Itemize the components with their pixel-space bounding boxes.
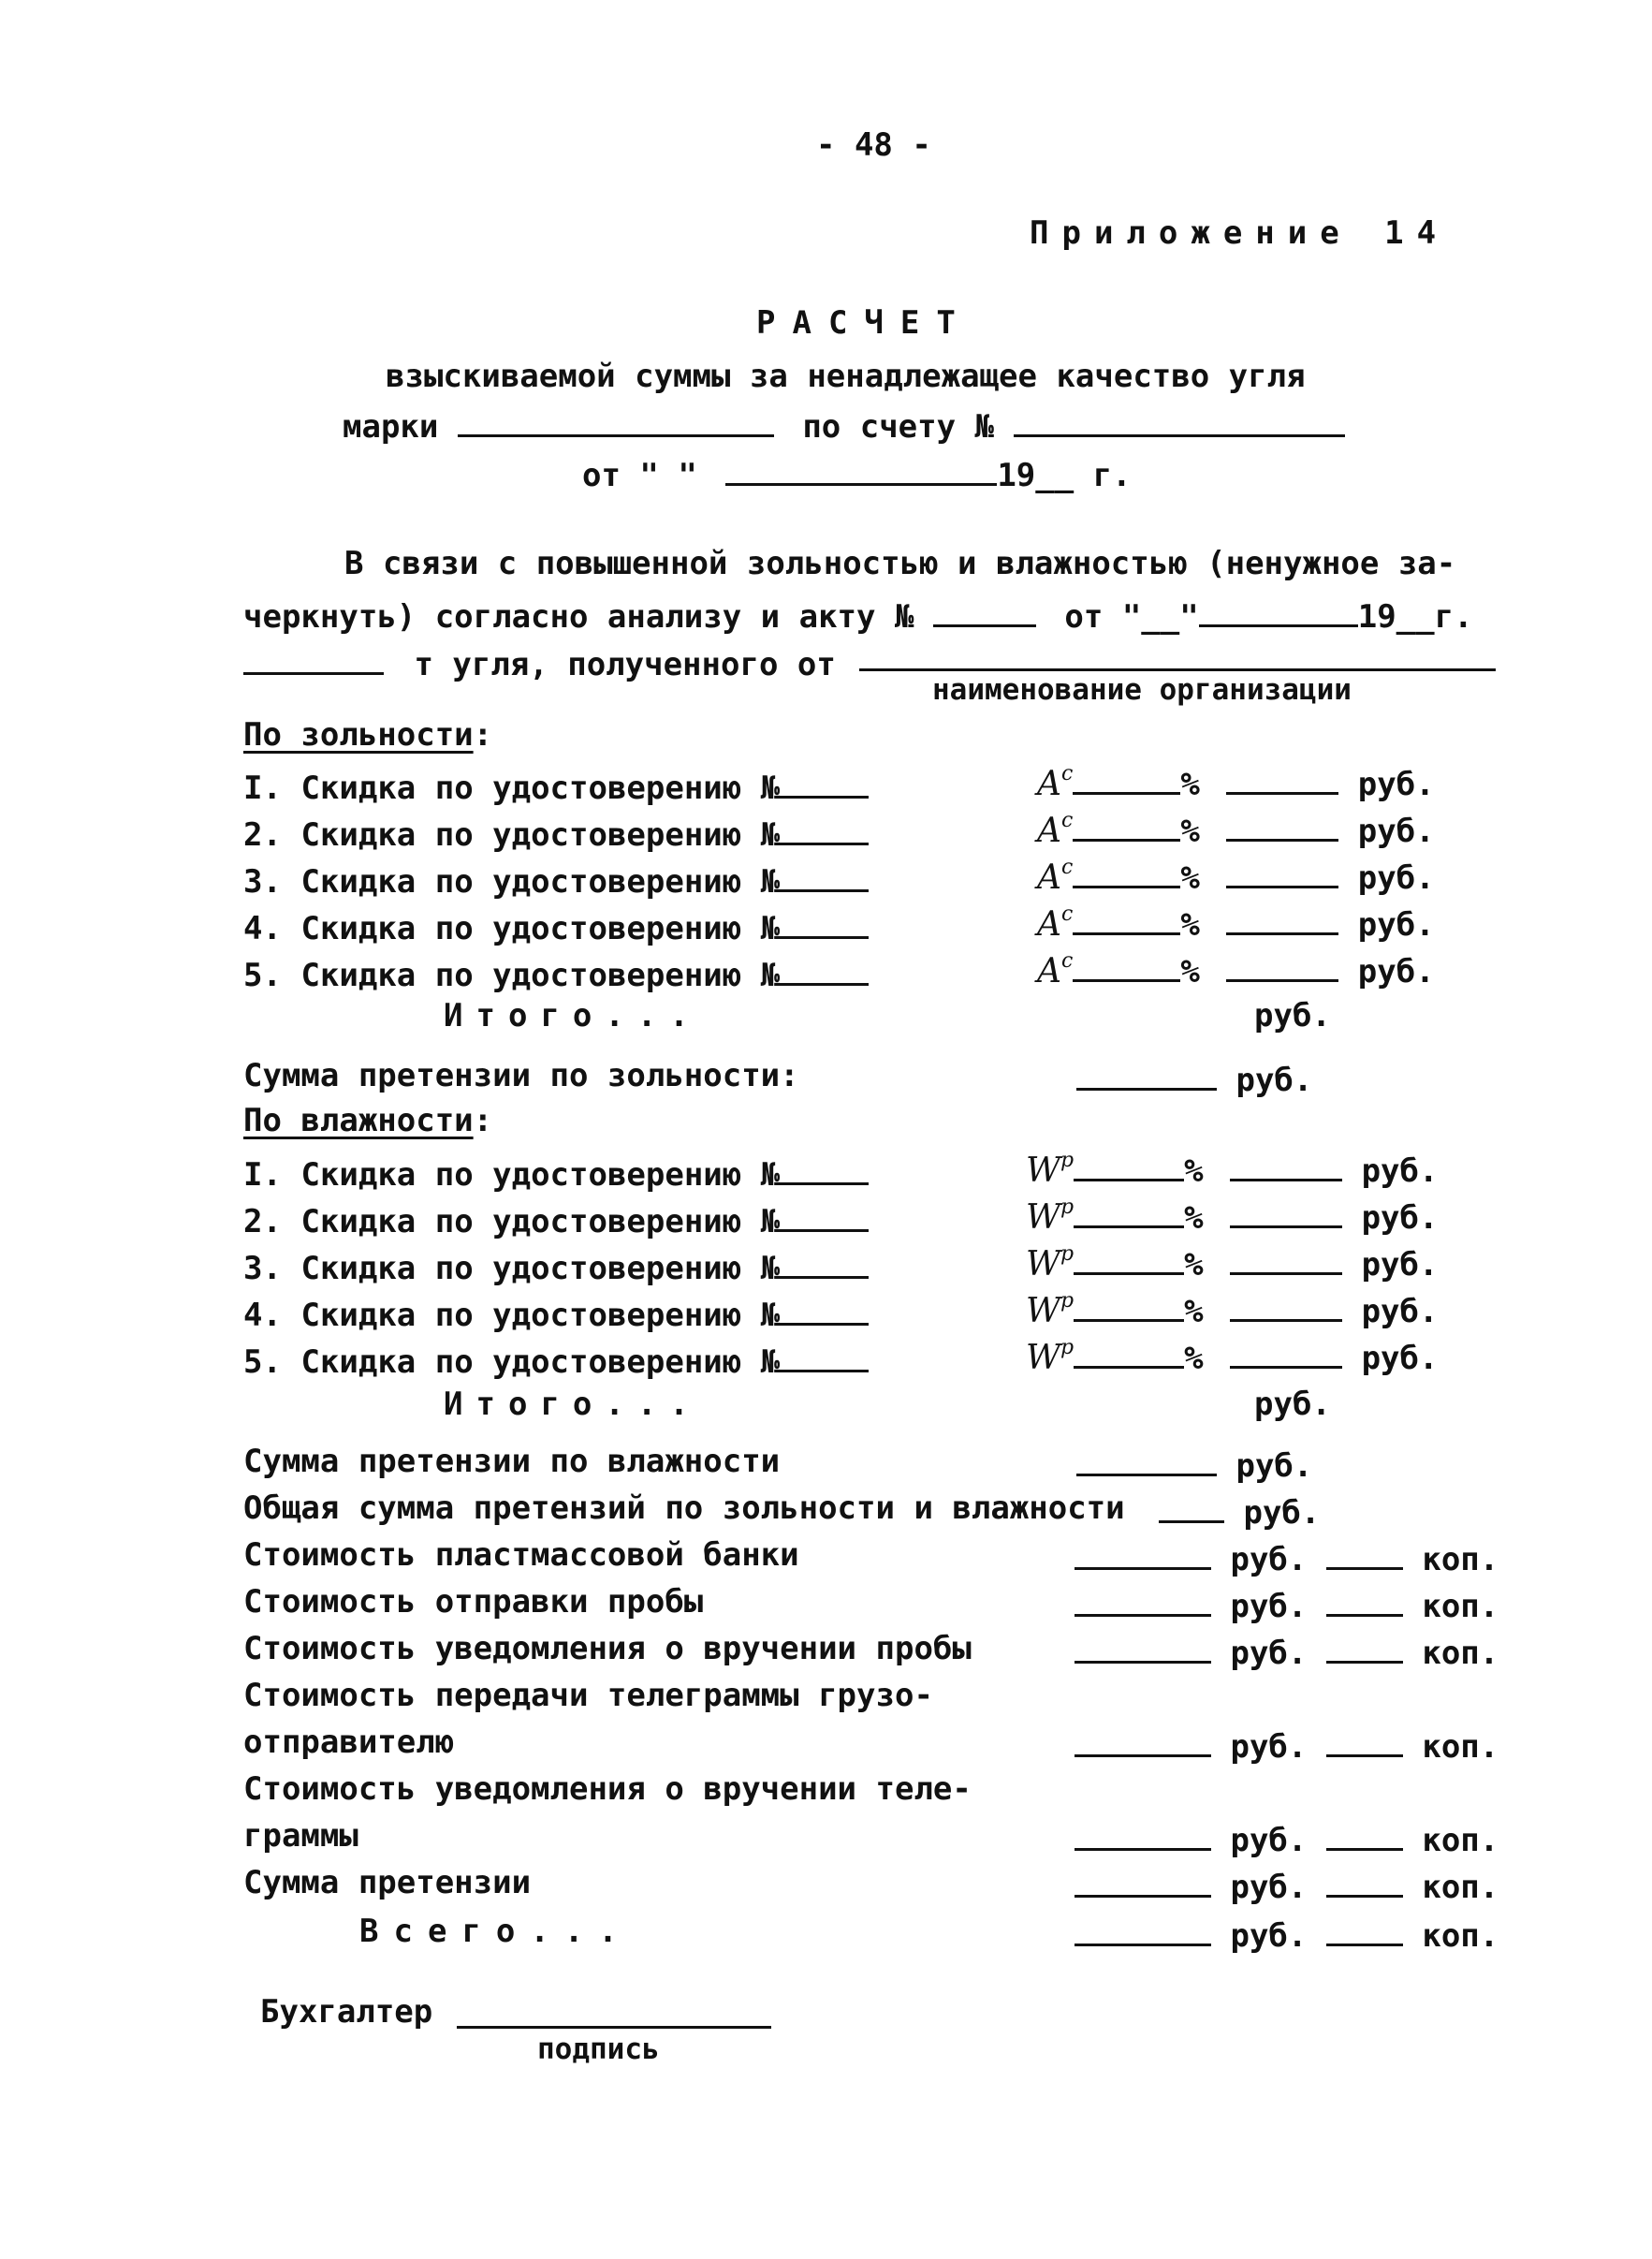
ash-item-num: 4. bbox=[243, 910, 282, 947]
moisture-cert-field[interactable] bbox=[780, 1342, 869, 1372]
date-line bbox=[582, 455, 1132, 494]
moisture-item-5 bbox=[243, 1342, 869, 1381]
kop-label: коп. bbox=[1422, 1728, 1499, 1766]
percent-sign: % bbox=[1184, 1293, 1204, 1330]
moisture-symbol-sup: p bbox=[1060, 1196, 1075, 1219]
telegram-notice-label-1: Стоимость уведомления о вручении теле- bbox=[243, 1770, 972, 1808]
moisture-item-2 bbox=[243, 1201, 869, 1238]
act-number-field[interactable] bbox=[933, 596, 1036, 627]
percent-sign: % bbox=[1180, 859, 1200, 897]
tonnage-field[interactable] bbox=[243, 644, 384, 675]
percent-sign: % bbox=[1184, 1152, 1204, 1190]
ash-heading-colon: : bbox=[473, 716, 493, 754]
ash-cert-field[interactable] bbox=[780, 814, 869, 845]
moisture-value-1 bbox=[1026, 1151, 1438, 1188]
moisture-cert-field[interactable] bbox=[780, 1248, 869, 1279]
moisture-symbol: W bbox=[1026, 1292, 1061, 1330]
moisture-claim-label: Сумма претензии по влажности bbox=[243, 1443, 781, 1480]
sample-notice-value bbox=[1075, 1633, 1499, 1672]
sample-send-rub-field[interactable] bbox=[1075, 1586, 1211, 1617]
claim-sum-value bbox=[1075, 1867, 1499, 1906]
ash-percent-field[interactable] bbox=[1073, 951, 1180, 982]
moisture-item-num: 3. bbox=[243, 1250, 282, 1287]
rub-label: руб. bbox=[1357, 766, 1435, 803]
moisture-value-5 bbox=[1026, 1338, 1438, 1375]
ash-item-1 bbox=[243, 768, 869, 807]
claim-sum-kop-field[interactable] bbox=[1326, 1867, 1403, 1898]
date-from-label: от " " bbox=[582, 457, 697, 494]
brand-label: марки bbox=[343, 408, 439, 446]
percent-sign: % bbox=[1180, 906, 1200, 944]
document-subtitle: взыскиваемой суммы за ненадлежащее качество угля bbox=[386, 358, 1306, 395]
percent-sign: % bbox=[1180, 766, 1200, 803]
general-claim-label: Общая сумма претензий по зольности и влажности bbox=[243, 1489, 1125, 1527]
ash-total-label: Итого... bbox=[444, 997, 702, 1034]
ash-value-4 bbox=[1037, 904, 1435, 942]
moisture-symbol: W bbox=[1026, 1339, 1061, 1377]
moisture-percent-field[interactable] bbox=[1074, 1338, 1184, 1369]
moisture-item-text: Скидка по удостоверению № bbox=[300, 1297, 781, 1334]
telegram-notice-kop-field[interactable] bbox=[1326, 1820, 1403, 1851]
rub-label: руб. bbox=[1361, 1340, 1439, 1377]
moisture-item-num: I. bbox=[243, 1156, 282, 1194]
invoice-field[interactable] bbox=[1014, 406, 1345, 437]
rub-label: руб. bbox=[1235, 1447, 1313, 1485]
ash-amount-field[interactable] bbox=[1226, 904, 1338, 935]
ash-item-5 bbox=[243, 955, 869, 994]
moisture-symbol-sup: p bbox=[1060, 1242, 1075, 1266]
ash-percent-field[interactable] bbox=[1073, 811, 1180, 842]
sample-send-value bbox=[1075, 1586, 1499, 1625]
moisture-symbol-sup: p bbox=[1060, 1289, 1075, 1313]
ash-symbol-sup: c bbox=[1061, 809, 1074, 832]
brand-line bbox=[343, 406, 1345, 446]
moisture-percent-field[interactable] bbox=[1074, 1151, 1184, 1181]
ash-symbol: A bbox=[1037, 812, 1061, 850]
intro-line-1: В связи с повышенной зольностью и влажностью (ненужное за- bbox=[344, 545, 1456, 582]
ash-percent-field[interactable] bbox=[1073, 904, 1180, 935]
rub-label: руб. bbox=[1230, 1917, 1308, 1955]
ash-symbol: A bbox=[1037, 952, 1061, 990]
grand-total-kop-field[interactable] bbox=[1326, 1915, 1403, 1946]
ash-item-2 bbox=[243, 814, 869, 854]
ash-item-text: Скидка по удостоверению № bbox=[300, 910, 781, 947]
ash-percent-field[interactable] bbox=[1073, 764, 1180, 795]
ash-symbol: A bbox=[1037, 765, 1061, 803]
rub-label: руб. bbox=[1230, 1728, 1308, 1766]
claim-sum-rub-field[interactable] bbox=[1075, 1867, 1211, 1898]
rub-label: руб. bbox=[1361, 1246, 1439, 1284]
moisture-symbol-sup: p bbox=[1060, 1149, 1075, 1172]
kop-label: коп. bbox=[1422, 1588, 1499, 1625]
jar-kop-field[interactable] bbox=[1326, 1539, 1403, 1570]
ash-total-rub: руб. bbox=[1254, 997, 1331, 1034]
year-suffix: 19__ г. bbox=[997, 457, 1132, 494]
ash-heading bbox=[243, 716, 493, 754]
moisture-item-4 bbox=[243, 1295, 869, 1334]
telegram-notice-rub-field[interactable] bbox=[1075, 1820, 1211, 1851]
moisture-item-num: 4. bbox=[243, 1297, 282, 1334]
ash-item-text: Скидка по удостоверению № bbox=[300, 770, 781, 807]
ash-claim-label: Сумма претензии по зольности: bbox=[243, 1057, 799, 1094]
ash-cert-field[interactable] bbox=[780, 908, 869, 939]
moisture-claim-value bbox=[1076, 1445, 1313, 1485]
ash-item-num: 2. bbox=[243, 816, 282, 854]
jar-cost-value bbox=[1075, 1539, 1498, 1576]
moisture-total-label: Итого... bbox=[444, 1386, 702, 1423]
percent-sign: % bbox=[1184, 1199, 1204, 1237]
telegram-notice-value bbox=[1075, 1820, 1499, 1859]
organization-field[interactable] bbox=[859, 668, 1496, 671]
moisture-percent-field[interactable] bbox=[1074, 1244, 1184, 1275]
moisture-value-3 bbox=[1026, 1244, 1438, 1282]
rub-label: руб. bbox=[1235, 1062, 1313, 1099]
ash-item-text: Скидка по удостоверению № bbox=[300, 957, 781, 994]
moisture-symbol: W bbox=[1026, 1198, 1061, 1237]
sample-send-kop-field[interactable] bbox=[1326, 1586, 1403, 1617]
kop-label: коп. bbox=[1422, 1541, 1499, 1578]
moisture-cert-field[interactable] bbox=[780, 1201, 869, 1232]
ash-item-4 bbox=[243, 908, 869, 945]
ash-value-3 bbox=[1037, 858, 1435, 895]
intro-line-2 bbox=[243, 596, 1473, 636]
claim-sum-label: Сумма претензии bbox=[243, 1864, 532, 1901]
page-number: - 48 - bbox=[816, 126, 931, 164]
intro-line-2-text: черкнуть) согласно анализу и акту № bbox=[243, 598, 914, 636]
ash-cert-field[interactable] bbox=[780, 861, 869, 892]
moisture-item-3 bbox=[243, 1248, 869, 1287]
grand-total-label: Всего... bbox=[359, 1913, 633, 1950]
ash-value-5 bbox=[1037, 951, 1435, 989]
rub-label: руб. bbox=[1243, 1494, 1321, 1532]
kop-label: коп. bbox=[1422, 1917, 1499, 1955]
moisture-item-text: Скидка по удостоверению № bbox=[300, 1203, 781, 1240]
percent-sign: % bbox=[1180, 813, 1200, 850]
ash-cert-field[interactable] bbox=[780, 955, 869, 986]
moisture-item-num: 5. bbox=[243, 1343, 282, 1381]
telegram-value bbox=[1075, 1726, 1499, 1766]
kop-label: коп. bbox=[1422, 1869, 1499, 1906]
ash-item-3 bbox=[243, 861, 869, 901]
moisture-percent-field[interactable] bbox=[1074, 1291, 1184, 1322]
moisture-amount-field[interactable] bbox=[1230, 1244, 1342, 1275]
ash-symbol-sup: c bbox=[1061, 949, 1074, 973]
rub-label: руб. bbox=[1361, 1199, 1439, 1237]
intro-date-label: от "__" bbox=[1064, 598, 1199, 636]
telegram-notice-label-2: граммы bbox=[243, 1817, 358, 1855]
signature-caption: подпись bbox=[537, 2032, 660, 2066]
moisture-amount-field[interactable] bbox=[1230, 1291, 1342, 1322]
ash-value-1 bbox=[1037, 764, 1435, 801]
telegram-kop-field[interactable] bbox=[1326, 1726, 1403, 1757]
percent-sign: % bbox=[1184, 1340, 1204, 1377]
moisture-heading bbox=[243, 1102, 493, 1139]
grand-total-value bbox=[1075, 1915, 1499, 1955]
telegram-label-2: отправителю bbox=[243, 1724, 455, 1761]
ash-amount-field[interactable] bbox=[1226, 811, 1338, 842]
kop-label: коп. bbox=[1422, 1635, 1499, 1672]
moisture-amount-field[interactable] bbox=[1230, 1197, 1342, 1228]
intro-line-3 bbox=[243, 644, 836, 681]
signature-field[interactable] bbox=[457, 2026, 771, 2029]
invoice-label: по счету № bbox=[802, 408, 995, 446]
ash-amount-field[interactable] bbox=[1226, 858, 1338, 888]
ash-heading-text: По зольности bbox=[243, 716, 474, 754]
moisture-item-text: Скидка по удостоверению № bbox=[300, 1343, 781, 1381]
brand-field[interactable] bbox=[458, 406, 774, 437]
rub-label: руб. bbox=[1357, 906, 1435, 944]
rub-label: руб. bbox=[1230, 1869, 1308, 1906]
ash-symbol-sup: c bbox=[1061, 856, 1074, 879]
kop-label: коп. bbox=[1422, 1822, 1499, 1859]
ash-percent-field[interactable] bbox=[1073, 858, 1180, 888]
ash-value-2 bbox=[1037, 811, 1435, 848]
percent-sign: % bbox=[1184, 1246, 1204, 1284]
general-claim-value bbox=[1159, 1492, 1321, 1532]
general-claim-field[interactable] bbox=[1159, 1492, 1224, 1523]
moisture-symbol-sup: p bbox=[1060, 1336, 1075, 1359]
ash-item-num: 3. bbox=[243, 863, 282, 901]
rub-label: руб. bbox=[1361, 1293, 1439, 1330]
rub-label: руб. bbox=[1357, 859, 1435, 897]
rub-label: руб. bbox=[1230, 1588, 1308, 1625]
jar-rub-field[interactable] bbox=[1075, 1539, 1211, 1570]
moisture-value-2 bbox=[1026, 1197, 1438, 1235]
rub-label: руб. bbox=[1357, 953, 1435, 990]
moisture-cert-field[interactable] bbox=[780, 1154, 869, 1185]
ash-amount-field[interactable] bbox=[1226, 951, 1338, 982]
ash-symbol-sup: c bbox=[1061, 762, 1074, 785]
moisture-item-text: Скидка по удостоверению № bbox=[300, 1156, 781, 1194]
ash-claim-field[interactable] bbox=[1076, 1060, 1217, 1091]
intro-line-3-text: т угля, полученного от bbox=[414, 646, 836, 683]
rub-label: руб. bbox=[1361, 1152, 1439, 1190]
ash-symbol: A bbox=[1037, 905, 1061, 944]
moisture-claim-field[interactable] bbox=[1076, 1445, 1217, 1476]
moisture-heading-text: По влажности bbox=[243, 1102, 474, 1139]
telegram-label-1: Стоимость передачи телеграммы грузо- bbox=[243, 1677, 933, 1714]
ash-symbol: A bbox=[1037, 858, 1061, 897]
rub-label: руб. bbox=[1230, 1635, 1308, 1672]
ash-claim-value bbox=[1076, 1060, 1313, 1099]
appendix-label: Приложение 14 bbox=[1030, 214, 1450, 252]
sample-send-label: Стоимость отправки пробы bbox=[243, 1583, 704, 1621]
ash-amount-field[interactable] bbox=[1226, 764, 1338, 795]
moisture-symbol: W bbox=[1026, 1245, 1061, 1284]
ash-item-text: Скидка по удостоверению № bbox=[300, 816, 781, 854]
date-field[interactable] bbox=[725, 455, 997, 486]
telegram-rub-field[interactable] bbox=[1075, 1726, 1211, 1757]
sample-notice-kop-field[interactable] bbox=[1326, 1633, 1403, 1664]
organization-caption: наименование организации bbox=[932, 673, 1352, 707]
act-date-field[interactable] bbox=[1199, 596, 1358, 627]
moisture-amount-field[interactable] bbox=[1230, 1338, 1342, 1369]
sample-notice-label: Стоимость уведомления о вручении пробы bbox=[243, 1630, 972, 1667]
document-title: РАСЧЕТ bbox=[756, 304, 972, 342]
moisture-total-rub: руб. bbox=[1254, 1386, 1331, 1423]
moisture-heading-colon: : bbox=[473, 1102, 493, 1139]
percent-sign: % bbox=[1180, 953, 1200, 990]
rub-label: руб. bbox=[1230, 1541, 1308, 1578]
ash-item-text: Скидка по удостоверению № bbox=[300, 863, 781, 901]
rub-label: руб. bbox=[1357, 813, 1435, 850]
ash-cert-field[interactable] bbox=[780, 768, 869, 799]
ash-item-num: I. bbox=[243, 770, 282, 807]
jar-cost-label: Стоимость пластмассовой банки bbox=[243, 1536, 799, 1574]
ash-symbol-sup: c bbox=[1061, 902, 1074, 926]
intro-year: 19__г. bbox=[1357, 598, 1473, 636]
moisture-item-1 bbox=[243, 1154, 869, 1194]
moisture-amount-field[interactable] bbox=[1230, 1151, 1342, 1181]
moisture-item-num: 2. bbox=[243, 1203, 282, 1240]
sample-notice-rub-field[interactable] bbox=[1075, 1633, 1211, 1664]
moisture-item-text: Скидка по удостоверению № bbox=[300, 1250, 781, 1287]
rub-label: руб. bbox=[1230, 1822, 1308, 1859]
moisture-symbol: W bbox=[1026, 1152, 1061, 1190]
grand-total-rub-field[interactable] bbox=[1075, 1915, 1211, 1946]
accountant-label: Бухгалтер bbox=[260, 1993, 433, 2031]
moisture-percent-field[interactable] bbox=[1074, 1197, 1184, 1228]
moisture-value-4 bbox=[1026, 1291, 1438, 1328]
ash-item-num: 5. bbox=[243, 957, 282, 994]
moisture-cert-field[interactable] bbox=[780, 1295, 869, 1326]
